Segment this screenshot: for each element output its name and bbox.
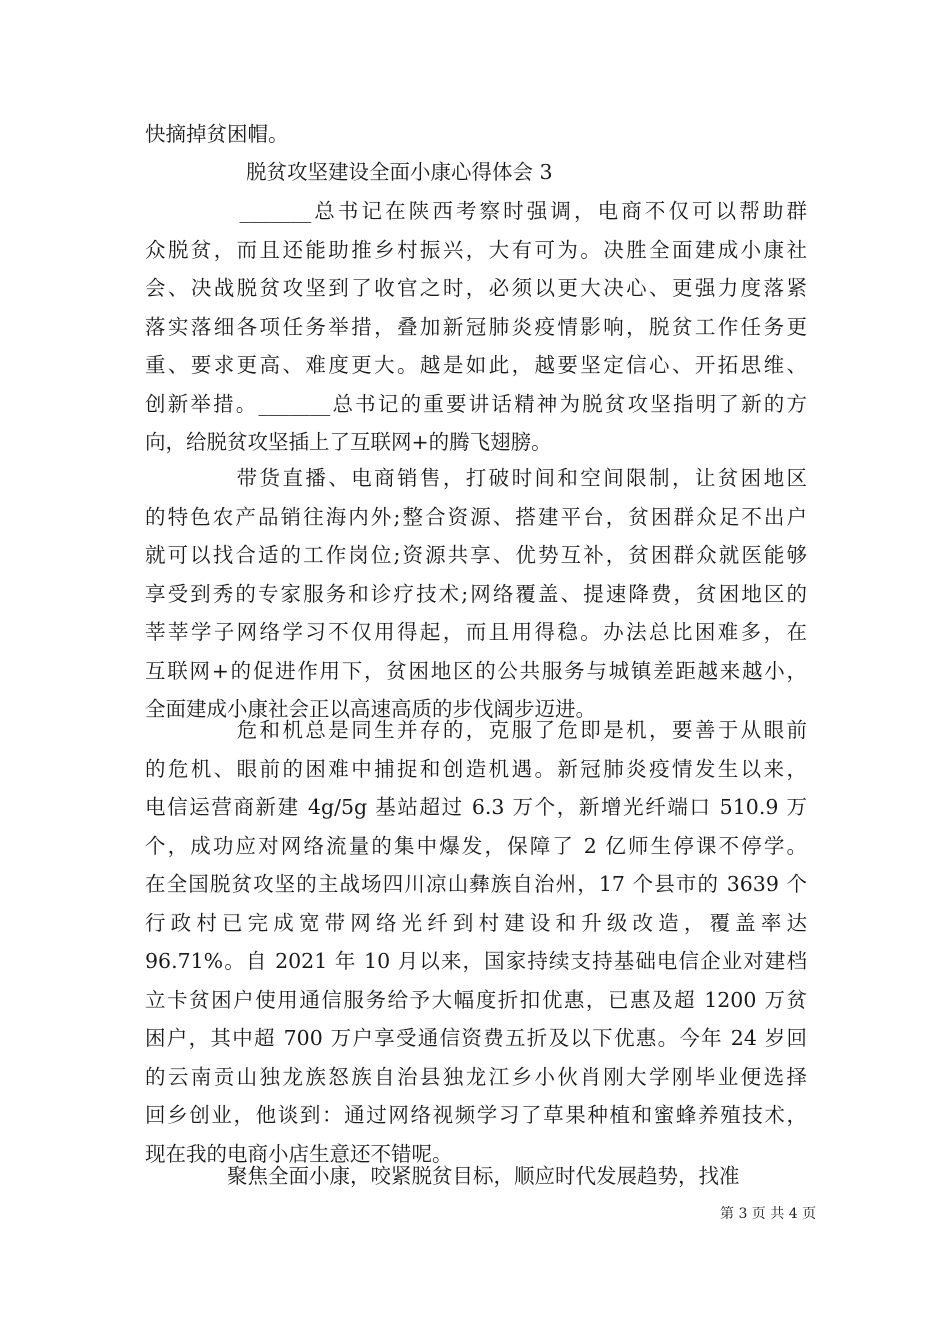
text-line: 回乡创业，他谈到：通过网络视频学习了草果种植和蜜蜂养殖技术，: [145, 1103, 807, 1127]
text-line: 行政村已完成宽带网络光纤到村建设和升级改造，覆盖率达: [145, 910, 807, 935]
paragraph-3: [145, 711, 807, 1173]
text-line: 立卡贫困户使用通信服务给予大幅度折扣优惠，已惠及超 1200 万贫: [145, 987, 807, 1012]
paragraph-1: [145, 192, 807, 462]
text-line: 会、决战脱贫攻坚到了收官之时，必须以更大决心、更强力度落紧: [145, 276, 807, 300]
opening-line-block: [145, 115, 807, 154]
section-title: 脱贫攻坚建设全面小康心得体会 3: [246, 160, 553, 184]
text-line: 享受到秀的专家服务和诊疗技术;网络覆盖、提速降费，贫困地区的: [145, 581, 807, 606]
text-line: 96.71%。自 2021 年 10 月以来，国家持续支持基础电信企业对建档: [145, 949, 807, 973]
page-footer: 第 3 页 共 4 页: [720, 1206, 817, 1222]
text-line: 困户，其中超 700 万户享受通信资费五折及以下优惠。今年 24 岁回: [145, 1026, 807, 1050]
text-line: 的云南贡山独龙族怒族自治县独龙江乡小伙肖刚大学刚毕业便选择: [145, 1064, 807, 1089]
text-line: 众脱贫，而且还能助推乡村振兴，大有可为。决胜全面建成小康社: [145, 237, 807, 262]
text-line: 的危机、眼前的困难中捕捉和创造机遇。新冠肺炎疫情发生以来，: [145, 756, 807, 781]
text-line: 就可以找合适的工作岗位;资源共享、优势互补，贫困群众就医能够: [145, 543, 807, 567]
text-line: 危和机总是同生并存的，克服了危即是机，要善于从眼前: [145, 718, 807, 742]
text-line: 带货直播、电商销售，打破时间和空间限制，让贫困地区: [145, 466, 807, 490]
text-line: 落实落细各项任务举措，叠加新冠肺炎疫情影响，脱贫工作任务更: [145, 314, 807, 339]
text-line: 全面建成小康社会正以高速高质的步伐阔步迈进。: [145, 697, 596, 721]
text-line: 在全国脱贫攻坚的主战场四川凉山彝族自治州，17 个县市的 3639 个: [145, 872, 807, 896]
text-line: 互联网+的促进作用下，贫困地区的公共服务与城镇差距越来越小，: [145, 658, 807, 683]
text-line: 电信运营商新建 4g/5g 基站超过 6.3 万个，新增光纤端口 510.9 万: [145, 795, 807, 819]
text-line: 个，成功应对网络流量的集中爆发，保障了 2 亿师生停课不停学。: [145, 833, 807, 858]
text-line: 的特色农产品销往海内外;整合资源、搭建平台，贫困群众足不出户: [145, 504, 807, 529]
text-line: 现在我的电商小店生意还不错呢。: [145, 1141, 453, 1166]
text-line: 莘莘学子网络学习不仅用得起，而且用得稳。办法总比困难多，在: [145, 620, 807, 644]
text-line: 重、要求更高、难度更大。越是如此，越要坚定信心、开拓思维、: [145, 353, 807, 377]
paragraph-4: [145, 1157, 807, 1196]
text-line: 聚焦全面小康，咬紧脱贫目标，顺应时代发展趋势，找准: [145, 1164, 740, 1188]
text-line: 向，给脱贫攻坚插上了互联网+的腾飞翅膀。: [145, 430, 552, 454]
text-line: 创新举措。_______总书记的重要讲话精神为脱贫攻坚指明了新的方: [145, 391, 807, 416]
text-line: _______总书记在陕西考察时强调，电商不仅可以帮助群: [145, 199, 807, 223]
text-line: 快摘掉贫困帽。: [145, 122, 289, 146]
paragraph-2: [145, 459, 807, 729]
